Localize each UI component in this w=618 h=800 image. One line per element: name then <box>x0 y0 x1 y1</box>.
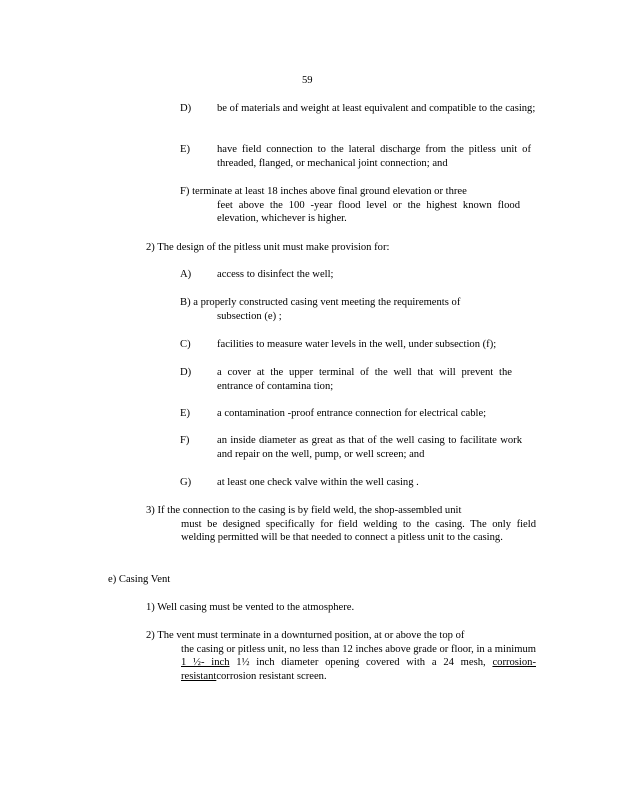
provision-heading: 2) The design of the pitless unit must make provision for: <box>146 242 390 253</box>
struck-text: 1 ½- inch <box>181 657 230 669</box>
item-label: D) <box>180 103 192 114</box>
item-label: G) <box>180 477 192 488</box>
item-f-terminate <box>180 185 520 226</box>
item-f-inside-diameter <box>180 434 522 461</box>
item-text: a contamination -proof entrance connection for electrical cable; <box>217 408 487 419</box>
item-label: F) <box>180 435 190 446</box>
item-text: 1½ inch diameter opening covered with a 24 mesh, <box>236 657 486 669</box>
item-first-line: B) a properly constructed casing vent meeting the requirements of <box>180 297 461 308</box>
item-e-field-connection <box>180 143 531 170</box>
item-d-materials <box>180 102 542 116</box>
item-label: D) <box>180 367 192 378</box>
item-text: at least one check valve within the well casing . <box>217 477 419 488</box>
item-continuation <box>181 643 536 684</box>
item-1-vented: 1) Well casing must be vented to the atmosphere. <box>146 602 355 613</box>
item-text: corrosion resistant screen. <box>216 670 327 682</box>
item-text: be of materials and weight at least equivalent and compatible to the casing; <box>217 103 536 114</box>
item-label: C) <box>180 339 191 350</box>
item-a-access <box>180 268 520 282</box>
item-label: A) <box>180 269 192 280</box>
struck-text: corrosion- resistant <box>181 657 536 682</box>
page-number: 59 <box>302 75 313 86</box>
item-3-field-weld <box>146 504 536 545</box>
item-text: a cover at the upper terminal of the well that will prevent the entrance of contamina tion; <box>217 367 512 392</box>
section-heading-casing-vent: e) Casing Vent <box>108 574 171 585</box>
item-label: E) <box>180 408 190 419</box>
item-e-electrical <box>180 407 520 421</box>
item-text: access to disinfect the well; <box>217 269 334 280</box>
item-b-casing-vent <box>180 296 498 323</box>
item-c-facilities <box>180 338 540 352</box>
item-2-vent-terminate <box>146 629 536 683</box>
item-g-check-valve <box>180 476 480 490</box>
item-first-line: 2) The vent must terminate in a downturned position, at or above the top of <box>146 630 465 641</box>
item-text: facilities to measure water levels in the well, under subsection (f); <box>217 339 497 350</box>
item-text: the casing or pitless unit, no less than 12 inches above grade or floor, in a minimum <box>181 643 536 655</box>
item-continuation: must be designed specifically for field welding to the casing. The only field welding permitted will be that needed to connect a pitless unit to the casing. <box>181 518 536 544</box>
item-continuation: feet above the 100 -year flood level or the highest known flood elevation, whichever is higher. <box>217 199 520 225</box>
item-label: E) <box>180 144 190 155</box>
item-text: have field connection to the lateral discharge from the pitless unit of threaded, flanged, or mechanical joint connection; and <box>217 144 531 169</box>
item-first-line: 3) If the connection to the casing is by field weld, the shop-assembled unit <box>146 505 462 516</box>
item-d-cover <box>180 366 512 393</box>
item-text: an inside diameter as great as that of the well casing to facilitate work and repair on the well, pump, or well screen; and <box>217 435 522 460</box>
item-continuation: subsection (e) ; <box>217 310 282 322</box>
item-first-line: F) terminate at least 18 inches above final ground elevation or three <box>180 186 467 197</box>
